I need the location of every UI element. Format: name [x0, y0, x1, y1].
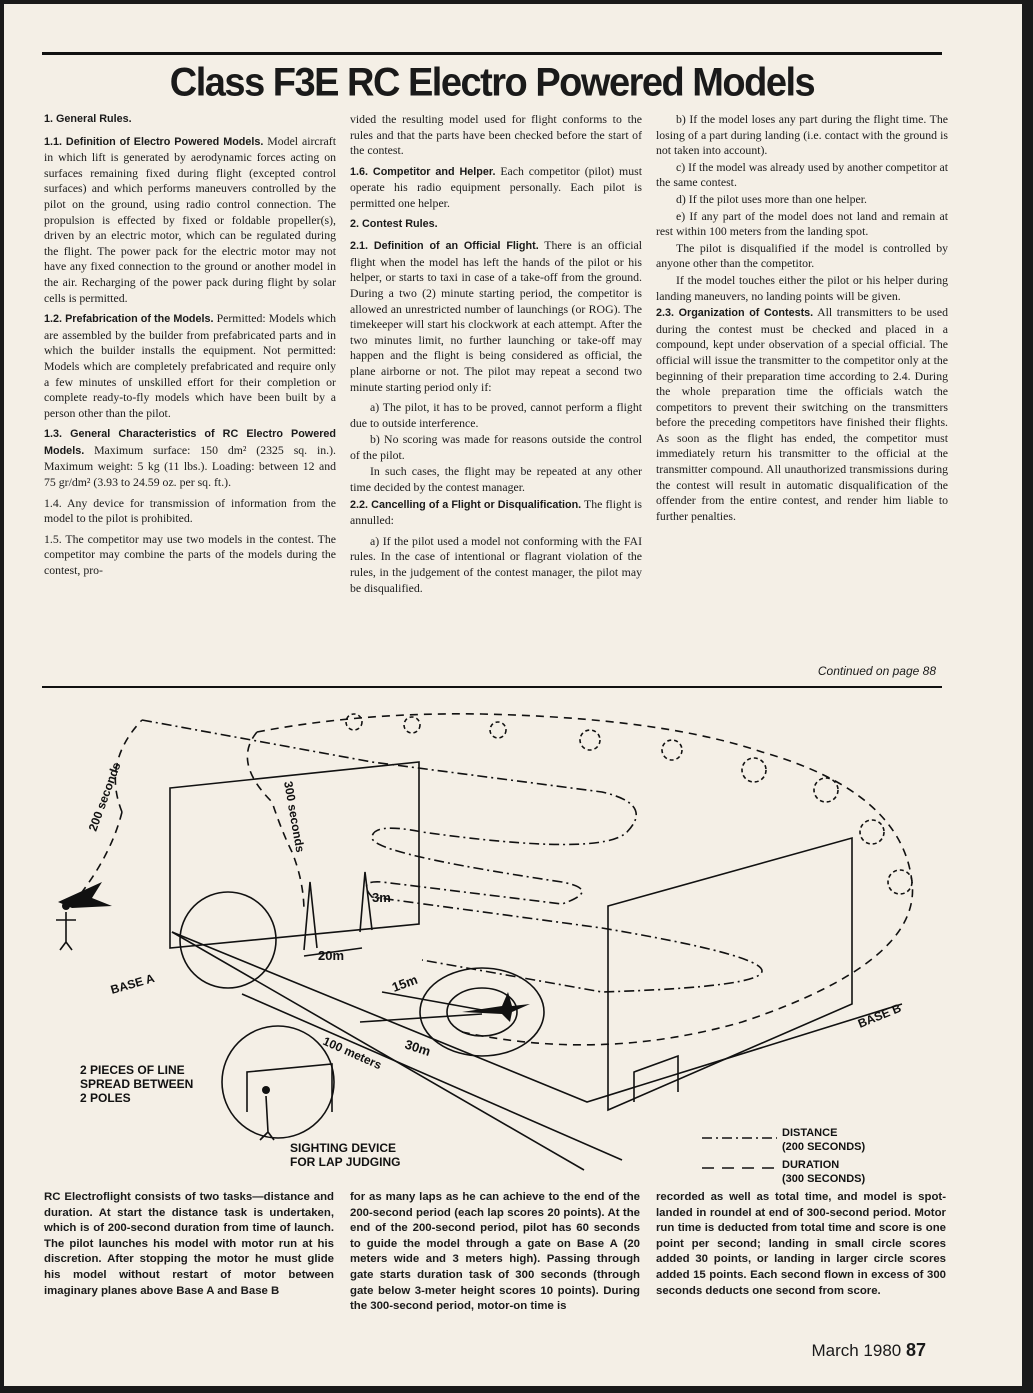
- pilot-figure: [56, 912, 76, 950]
- paragraph: [44, 532, 336, 579]
- paragraph: [44, 134, 336, 307]
- gate-pole-left: [304, 882, 317, 950]
- loop-5: [662, 740, 682, 760]
- section-body: There is an official flight when the model has left the hands of the pilot or his helper, or starts to taxi in case of a take-off from the ground. During a two (2) minute starting period, the competitor is allowed an unrestricted number of launchings (or ROG). The timekeeper will start his clockwork at each attempt. After the two minutes limit, no further launching or take-off may happen and the flight is being considered as official, the plane airborne or not. The pilot may repeat a second two minute starting period only if:: [350, 238, 642, 394]
- section-body: Model aircraft in which lift is generated by aerodynamic forces acting on surfaces remaining fixed during flight (excepted control surfaces) and which performs maneuvers controlled by the pilot on the ground, using radio control connection. The propulsion is effected by fixed or foldable propeller(s), driven by an electric motor, which can be regulated during the flight. The power pack for the electric motor may not have any fixed connection to the ground or another model in the air. Recharging of the power pack during flight by solar cells is permitted.: [44, 133, 336, 305]
- loop-3: [490, 722, 506, 738]
- magazine-page: [4, 4, 1022, 1386]
- paragraph: In such cases, the flight may be repeated at any other time decided by the contest manager.: [350, 464, 642, 495]
- gate-pole-right: [360, 872, 372, 932]
- section-body: Permitted: Models which are assembled by the builder from prefabricated parts and in which the builder installs the equipment. Not permitted: Models which are completely prefabricated and require only a few minutes of unskilled effort for their completion or complete ready-to-fly models which have been built by a person other than the pilot.: [44, 311, 336, 420]
- section-heading: 1.6. Competitor and Helper.: [350, 165, 496, 178]
- section-body: Maximum surface: 150 dm² (2325 sq. in.). Maximum weight: 5 kg (11 lbs.). Loading: between 12 and 75 gr/dm² (3.93 to 24.59 oz. per sq. ft.).: [44, 442, 336, 490]
- label-30m: 30m: [403, 1036, 433, 1059]
- loop-7: [814, 778, 838, 802]
- paragraph: [656, 305, 948, 524]
- paragraph: 2. Contest Rules.: [350, 217, 438, 230]
- page-number: 87: [905, 1340, 926, 1360]
- model-plane: [462, 992, 530, 1022]
- paragraph: If the model touches either the pilot or his helper during landing maneuvers, no landing points will be given.: [656, 272, 948, 303]
- legend-distance-title: DISTANCE: [782, 1127, 838, 1139]
- text-column-2: [350, 112, 642, 680]
- paragraph: [350, 112, 642, 159]
- caption-column-2: for as many laps as he can achieve to the end of the 200-second period (each lap scores 20 points). At the end of the 200-second period, pilot has 60 seconds to guide the model through a gate on Base A (20 meters wide and 3 meters high). Passing through gate starts duration task of 300 seconds (through gate below 3-meter height scores 10 points). During the 300-second period, motor-on time is: [350, 1191, 640, 1313]
- section-heading: 2.1. Definition of an Official Flight.: [350, 240, 539, 253]
- legend-distance-sub: (200 SECONDS): [782, 1141, 866, 1153]
- label-base-b: BASE B: [855, 1000, 904, 1031]
- section-heading: 2.2. Cancelling of a Flight or Disqualification.: [350, 498, 582, 511]
- sight-detail-circle: [222, 1026, 334, 1138]
- distance-path: [142, 720, 762, 992]
- paragraph: [44, 426, 336, 490]
- label-15m: 15m: [389, 971, 420, 995]
- dim-15m: [382, 992, 482, 1010]
- dim-100m: [242, 994, 622, 1160]
- loop-4: [580, 730, 600, 750]
- duration-path: [115, 714, 912, 1045]
- label-20m: 20m: [318, 948, 345, 963]
- caption-column-1: RC Electroflight consists of two tasks—distance and duration. At start the distance task is undertaken, which is of 200-second duration from time of launch. The pilot launches his model with motor run at his discretion. After stopping the motor he must glide his model without restart of motor between imaginary planes above Base A and Base B: [44, 1191, 334, 1297]
- label-line-note-1: 2 PIECES OF LINE: [80, 1063, 185, 1077]
- label-300-seconds: 300 seconds: [281, 780, 308, 854]
- section-heading: 1.3. General Characteristics of RC Electro Powered Models.: [44, 428, 336, 457]
- section-body: All transmitters to be used during the contest must be checked and placed in a compound, kept under observation of a special official. The official will issue the transmitter to the competitor only at the beginning of their preparation time according to 2.4. During the whole preparation time the officials watch the competitors to prevent their switching on the transmitters before the preceding competitors have finished their flights. As soon as the flight has ended, the competitor must immediately return his transmitter to the official at the transmitter compound. All unauthorized transmissions during the contest will result in automatic disqualification of the offender from the entire contest, and render him liable to further penalties.: [656, 305, 948, 523]
- paragraph: The pilot is disqualified if the model is controlled by anyone other than the competitor.: [656, 240, 948, 271]
- paragraph: b) If the model loses any part during the flight time. The losing of a part during landing (i.e. contact with the ground is not taken into account).: [656, 112, 948, 158]
- section-heading: 2.3. Organization of Contests.: [656, 307, 814, 320]
- loop-8: [860, 820, 884, 844]
- loop-9: [888, 870, 912, 894]
- paragraph: d) If the pilot uses more than one helper.: [676, 191, 867, 206]
- continued-note: Continued on page 88: [817, 664, 936, 678]
- pilot-head: [62, 902, 70, 910]
- legend-duration-title: DURATION: [782, 1159, 840, 1171]
- caption-column-3: recorded as well as total time, and model is spot-landed in roundel at end of 300-second period. Motor run time is deducted from total time and score is one point per second; landing in small circle scores added 30 points, or landing in larger circle scores added 15 points. Each second flown in excess of 300 seconds deducts one second from score.: [656, 1191, 946, 1297]
- paragraph: b) No scoring was made for reasons outside the control of the pilot.: [350, 432, 642, 462]
- judge-figure: [260, 1096, 274, 1140]
- paragraph: a) If the pilot used a model not conforming with the FAI rules. In the case of intentional or flagrant violation of the rules, in the judgement of the contest manager, the pilot may be disqualified.: [350, 533, 642, 595]
- paragraph: 1. General Rules.: [44, 113, 132, 125]
- paragraph: [44, 496, 336, 527]
- label-sighting-1: SIGHTING DEVICE: [290, 1141, 397, 1155]
- middle-rule: [42, 686, 942, 688]
- section-body: vided the resulting model used for flight conforms to the rules and that the parts have been checked before the start of the contest.: [350, 112, 642, 158]
- label-base-a: BASE A: [108, 971, 156, 997]
- course-illustration: [42, 692, 942, 1188]
- section-body: 1.4. Any device for transmission of information from the model to the pilot is prohibited.: [44, 495, 336, 526]
- judge-head: [262, 1086, 270, 1094]
- paragraph: [350, 238, 642, 395]
- section-body: 1.5. The competitor may use two models in the contest. The competitor may combine the parts of the models during the contest, pro-: [44, 531, 336, 578]
- paragraph: [350, 497, 642, 529]
- ground-edge-near: [172, 932, 584, 1170]
- section-heading: 1.1. Definition of Electro Powered Models.: [44, 135, 264, 148]
- text-column-3: [656, 112, 948, 680]
- sight-frame: [247, 1064, 332, 1112]
- section-heading: 1.2. Prefabrication of the Models.: [44, 313, 214, 326]
- section-body: The flight is annulled:: [350, 496, 642, 528]
- text-column-1: [44, 112, 336, 680]
- loop-2: [404, 717, 420, 733]
- ground-outline: [172, 932, 902, 1102]
- loop-1: [346, 714, 362, 730]
- legend-duration-sub: (300 SECONDS): [782, 1173, 866, 1185]
- paragraph: [44, 311, 336, 421]
- label-200-seconds: 200 seconds: [85, 760, 124, 834]
- section-body: Each competitor (pilot) must operate his radio equipment personally. Each pilot is permitted one helper.: [350, 163, 642, 210]
- flight-course-diagram: [42, 692, 942, 1188]
- paragraph: e) If any part of the model does not land and remain at rest within 100 meters from the landing spot.: [656, 208, 948, 239]
- page-footer: [811, 1340, 926, 1361]
- page-title: Class F3E RC Electro Powered Models: [169, 60, 815, 106]
- paragraph: [350, 164, 642, 212]
- paragraph: c) If the model was already used by another competitor at the same contest.: [656, 159, 948, 190]
- gate-detail-circle: [180, 892, 276, 988]
- label-line-note-3: 2 POLES: [80, 1091, 131, 1105]
- top-rule: [42, 52, 942, 55]
- label-sighting-2: FOR LAP JUDGING: [290, 1155, 401, 1169]
- label-3m: 3m: [372, 890, 391, 905]
- rules-text: [44, 112, 948, 680]
- label-100-meters: 100 meters: [320, 1033, 384, 1073]
- paragraph: a) The pilot, it has to be proved, cannot perform a flight due to outside interference.: [350, 400, 642, 430]
- base-b-plane: [608, 838, 852, 1110]
- loop-6: [742, 758, 766, 782]
- label-line-note-2: SPREAD BETWEEN: [80, 1077, 194, 1091]
- issue-date: March 1980: [811, 1341, 902, 1360]
